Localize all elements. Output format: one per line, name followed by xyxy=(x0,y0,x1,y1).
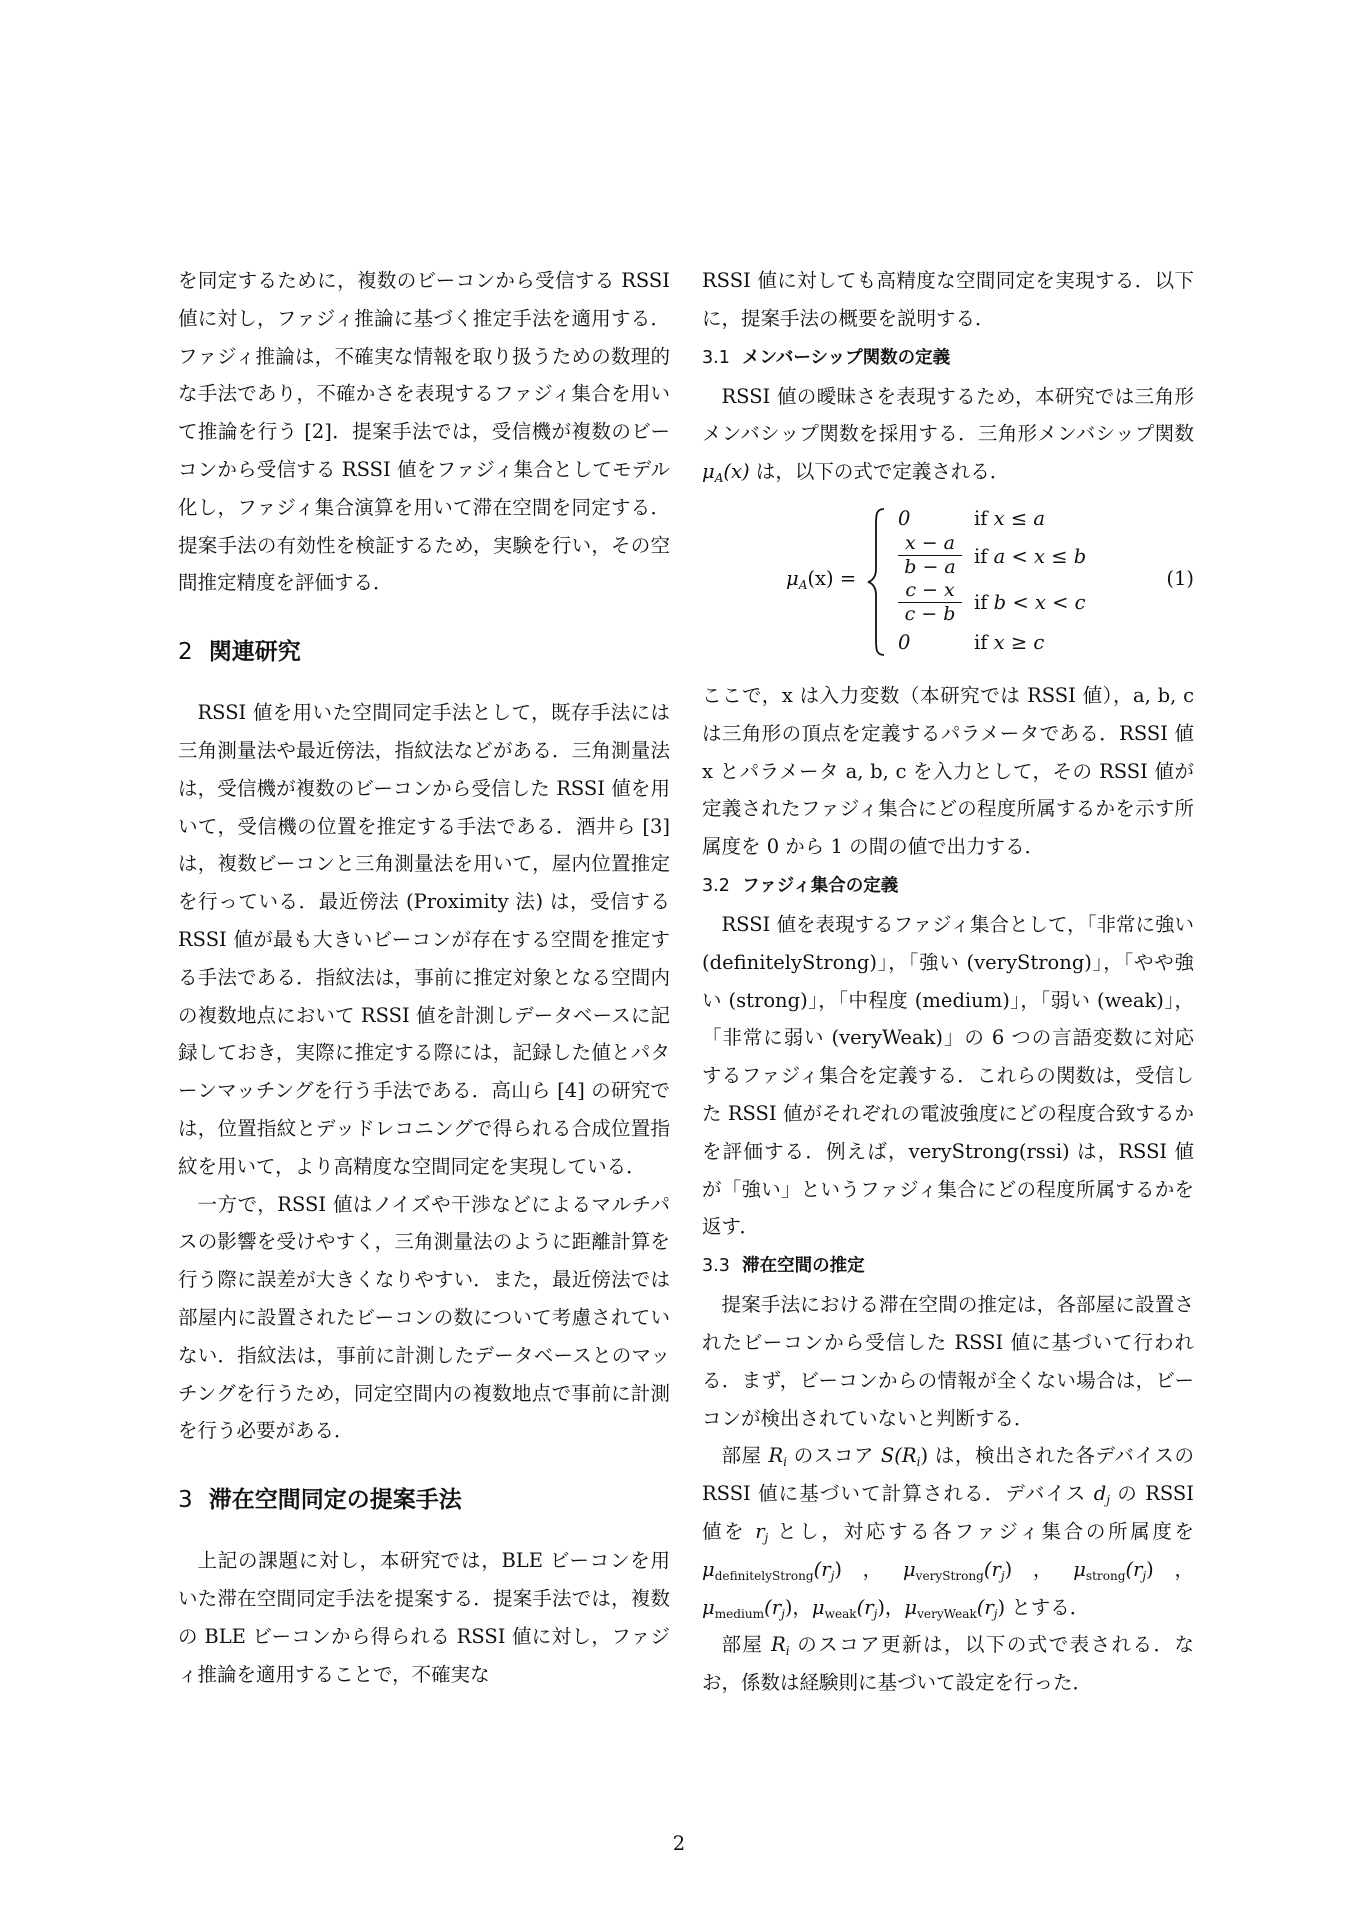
subsection-heading-3-3 xyxy=(702,1250,1194,1282)
section-heading-2 xyxy=(178,632,670,672)
math-mu: μ xyxy=(786,566,799,590)
math-subscript-text: j xyxy=(1106,1493,1110,1508)
membership-degree xyxy=(812,1596,905,1619)
math-subscript-text: A xyxy=(714,471,724,486)
math-subscript-text: i xyxy=(783,1455,788,1470)
math-paren: ) xyxy=(997,1595,1006,1619)
text-span: とする． xyxy=(1005,1595,1090,1619)
membership-degree xyxy=(702,1558,903,1581)
section-number: 3 xyxy=(178,1487,193,1514)
equation-lhs xyxy=(786,566,857,593)
if-keyword: if xyxy=(974,544,988,568)
math-paren: )， xyxy=(1004,1557,1074,1581)
section-title: 関連研究 xyxy=(208,639,301,666)
math-paren: )， xyxy=(834,1557,903,1581)
paragraph: 提案手法における滞在空間の推定は，各部屋に設置されたビーコンから受信した RSSI 値に基づいて行われる．まず，ビーコンからの情報が全くない場合は，ビーコンが検出されていないと判断する． xyxy=(702,1293,1194,1430)
math-mu: μ xyxy=(811,1595,825,1619)
case-3-fraction xyxy=(898,579,962,625)
math-paren: )， xyxy=(1146,1557,1195,1581)
paragraph: RSSI 値を表現するファジィ集合として，「非常に強い (definitelyStrong)」，「強い (veryStrong)」，「やや強い (strong)」，「中程度 (medium)」，「弱い (weak)」，「非常に弱い (veryWeak)」の 6 つの言語変数に対応するファジィ集合を定義する．これらの関数は，受信した RSSI 値がそれぞれの電波強度にどの程度合致するかを評価する．例えば，veryStrong(rssi) は，RSSI 値が「強い」というファジィ集合にどの程度所属するかを返す． xyxy=(702,912,1194,1239)
text-span: は，検出された各デバイスの RSSI 値に基づいて計算される．デバイス xyxy=(702,1444,1194,1506)
case-4-value: 0 xyxy=(898,630,911,654)
subsection-title: ファジィ集合の定義 xyxy=(742,875,899,896)
if-keyword: if xyxy=(974,506,988,530)
paragraph xyxy=(702,378,1194,491)
equation-number: (1) xyxy=(1166,566,1194,590)
math-argument: (x) xyxy=(723,460,750,484)
paragraph xyxy=(702,1626,1194,1702)
case-2-fraction xyxy=(898,532,962,578)
membership-degree xyxy=(903,1558,1073,1581)
left-column xyxy=(178,262,670,1693)
math-argument: (r xyxy=(983,1557,1001,1581)
text-span: 部屋 xyxy=(721,1444,769,1468)
math-var: R xyxy=(768,1444,784,1468)
right-column xyxy=(702,262,1194,1702)
text-span: RSSI 値の曖昧さを表現するため，本研究では三角形メンバシップ関数を採用する．三角形メンバシップ関数 xyxy=(702,384,1194,446)
subsection-title: 滞在空間の推定 xyxy=(742,1256,865,1277)
subsection-title: メンバーシップ関数の定義 xyxy=(742,347,951,368)
math-subscript-text: A xyxy=(798,578,808,593)
math-subscript: j xyxy=(830,1568,835,1583)
math-subscript-text: j xyxy=(764,1531,769,1546)
math-subscript: j xyxy=(873,1606,878,1621)
section-title: 滞在空間同定の提案手法 xyxy=(208,1487,462,1514)
fraction-numerator: x − a xyxy=(898,532,962,556)
equation-1 xyxy=(702,503,1194,663)
paragraph xyxy=(702,1437,1194,1626)
math-subscript: j xyxy=(1000,1568,1005,1583)
case-1-value: 0 xyxy=(898,506,911,530)
text-span: とし，対応する各ファジィ集合の所属度を xyxy=(768,1519,1194,1543)
math-var: r xyxy=(755,1519,765,1543)
subsection-heading-3-1 xyxy=(702,342,1194,374)
membership-degree xyxy=(1073,1558,1194,1581)
text-span: のスコア xyxy=(787,1444,881,1468)
math-argument: (r xyxy=(976,1595,994,1619)
math-var: S(R xyxy=(880,1444,917,1468)
case-1-condition xyxy=(974,507,1045,530)
fraction-denominator: b − a xyxy=(904,555,956,578)
case-3-condition xyxy=(974,591,1086,614)
math-argument: (r xyxy=(856,1595,874,1619)
case-4-condition xyxy=(974,631,1044,654)
paragraph: 上記の課題に対し，本研究では，BLE ビーコンを用いた滞在空間同定手法を提案する．提案手法では，複数の BLE ビーコンから得られる RSSI 値に対し，ファジィ推論を適用することで，不確実な xyxy=(178,1549,670,1686)
math-argument: (r xyxy=(813,1557,831,1581)
math-paren: )， xyxy=(877,1595,905,1619)
math-subscript: veryStrong xyxy=(915,1568,984,1583)
membership-degree xyxy=(702,1596,812,1619)
math-subscript: medium xyxy=(714,1606,765,1621)
left-brace-icon xyxy=(866,507,888,657)
math-subscript: veryWeak xyxy=(917,1606,977,1621)
math-subscript-text: i xyxy=(916,1455,921,1470)
condition-expr: b < x < c xyxy=(993,590,1086,614)
math-mu: μ xyxy=(902,1557,916,1581)
section-heading-3 xyxy=(178,1480,670,1520)
math-var: d xyxy=(1093,1482,1107,1506)
paragraph: RSSI 値に対しても高精度な空間同定を実現する．以下に，提案手法の概要を説明する． xyxy=(702,269,1194,330)
math-subscript: definitelyStrong xyxy=(714,1568,814,1583)
math-paren: )， xyxy=(784,1595,812,1619)
math-subscript: j xyxy=(781,1606,785,1621)
condition-expr: a < x ≤ b xyxy=(993,544,1087,568)
membership-degree xyxy=(904,1596,1005,1619)
if-keyword: if xyxy=(974,590,988,614)
subsection-number: 3.2 xyxy=(702,875,730,896)
math-argument: (r xyxy=(764,1595,782,1619)
math-subscript: strong xyxy=(1085,1568,1126,1583)
text-span: のスコア更新は，以下の式で表される．なお，係数は経験則に基づいて設定を行った． xyxy=(702,1633,1195,1695)
math-mu: μ xyxy=(702,1595,715,1619)
section-number: 2 xyxy=(178,639,193,666)
subsection-number: 3.3 xyxy=(702,1256,730,1277)
text-span: 部屋 xyxy=(721,1633,772,1657)
math-argument: (x) = xyxy=(807,566,857,590)
fraction-denominator: c − b xyxy=(904,602,956,625)
math-subscript: weak xyxy=(824,1606,857,1621)
paragraph: ここで，x は入力変数（本研究では RSSI 値），a, b, c は三角形の頂点を定義するパラメータである．RSSI 値 x とパラメータ a, b, c を入力として，その RSSI 値が定義されたファジィ集合にどの程度所属するかを示す所属度を 0 から 1 の間の値で出力する． xyxy=(702,683,1194,859)
text-span: は，以下の式で定義される． xyxy=(749,460,1010,484)
if-keyword: if xyxy=(974,630,988,654)
text-span: の RSSI 値を xyxy=(702,1482,1194,1543)
condition-expr: x ≥ c xyxy=(993,630,1045,654)
math-mu: μ xyxy=(1073,1557,1086,1581)
math-subscript-text: i xyxy=(785,1644,790,1659)
paragraph: 一方で，RSSI 値はノイズや干渉などによるマルチパスの影響を受けやすく，三角測量法のように距離計算を行う際に誤差が大きくなりやすい．また，最近傍法では部屋内に設置されたビーコンの数について考慮されていない．指紋法は，事前に計測したデータベースとのマッチングを行うため，同定空間内の複数地点で事前に計測を行う必要がある． xyxy=(178,1192,670,1443)
subsection-heading-3-2 xyxy=(702,870,1194,902)
fraction-numerator: c − x xyxy=(898,579,962,603)
math-mu: μ xyxy=(702,460,715,484)
membership-degree-list xyxy=(702,1558,1194,1619)
math-argument: (r xyxy=(1125,1557,1143,1581)
subsection-number: 3.1 xyxy=(702,347,730,368)
math-subscript: j xyxy=(993,1606,998,1621)
case-2-condition xyxy=(974,545,1086,568)
paragraph: を同定するために，複数のビーコンから受信する RSSI 値に対し，ファジィ推論に基づく推定手法を適用する．ファジィ推論は，不確実な情報を取り扱うための数理的な手法であり，不確かさを表現するファジィ集合を用いて推論を行う [2]．提案手法では，受信機が複数のビーコンから受信する RSSI 値をファジィ集合としてモデル化し，ファジィ集合演算を用いて滞在空間を同定する．提案手法の有効性を検証するため，実験を行い，その空間推定精度を評価する． xyxy=(178,269,670,595)
condition-expr: x ≤ a xyxy=(993,506,1046,530)
paragraph: RSSI 値を用いた空間同定手法として，既存手法には三角測量法や最近傍法，指紋法などがある．三角測量法は，受信機が複数のビーコンから受信した RSSI 値を用いて，受信機の位置を推定する手法である．酒井ら [3] は，複数ビーコンと三角測量法を用いて，屋内位置推定を行っている．最近傍法 (Proximity 法) は，受信する RSSI 値が最も大きいビーコンが存在する空間を推定する手法である．指紋法は，事前に推定対象となる空間内の複数地点において RSSI 値を計測しデータベースに記録しておき，実際に推定する際には，記録した値とパターンマッチングを行う手法である．高山ら [4] の研究では，位置指紋とデッドレコニングで得られる合成位置指紋を用いて，より高精度な空間同定を実現している． xyxy=(178,701,670,1178)
math-paren: ) xyxy=(920,1444,929,1468)
page-number: 2 xyxy=(672,1832,686,1855)
math-mu: μ xyxy=(904,1595,918,1619)
math-mu: μ xyxy=(702,1557,715,1581)
math-subscript: j xyxy=(1142,1568,1147,1583)
math-var: R xyxy=(771,1633,786,1657)
